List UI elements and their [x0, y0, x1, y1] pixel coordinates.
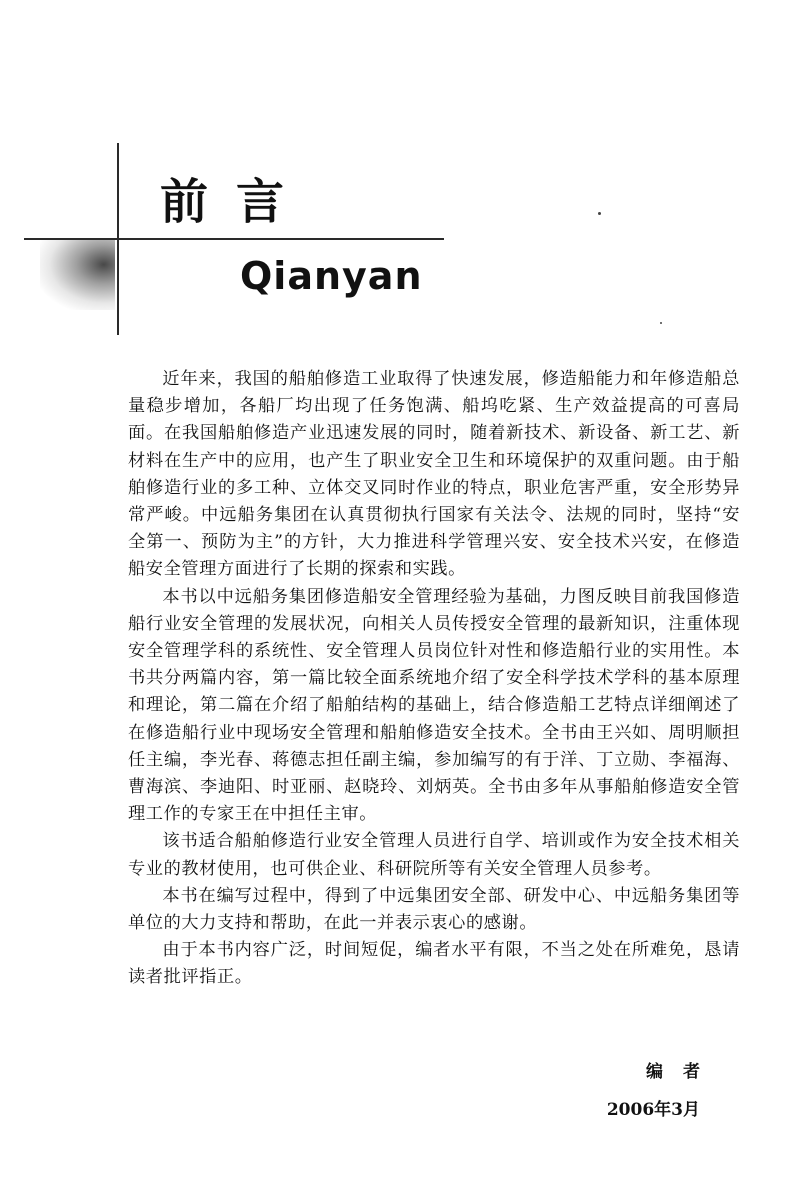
- page-title-pinyin: Qianyan: [240, 254, 423, 298]
- preface-body: [128, 366, 740, 992]
- paragraph: 该书适合船舶修造行业安全管理人员进行自学、培训或作为安全技术相关专业的教材使用，也可供企业、科研院所等有关安全管理人员参考。: [128, 831, 740, 879]
- page-title: 前言: [160, 174, 313, 230]
- print-speck: [660, 322, 662, 324]
- signature-block: [606, 1058, 720, 1124]
- paragraph: 本书以中远船务集团修造船安全管理经验为基础，力图反映目前我国修造船行业安全管理的发展状况，向相关人员传授安全管理的最新知识，注重体现安全管理学科的系统性、安全管理人员岗位针对性和修造船行业的实用性。本书共分两篇内容，第一篇比较全面系统地介绍了安全科学技术学科的基本原理和理论，第二篇在介绍了船舶结构的基础上，结合修造船工艺特点详细阐述了在修造船行业中现场安全管理和船舶修造安全技术。全书由王兴如、周明顺担任主编，李光春、蒋德志担任副主编，参加编写的有于洋、丁立勋、李福海、曹海滨、李迪阳、时亚丽、赵晓玲、刘炳英。全书由多年从事船舶修造安全管理工作的专家王在中担任主审。: [128, 586, 740, 825]
- print-speck: [598, 212, 601, 215]
- paragraph: 由于本书内容广泛，时间短促，编者水平有限，不当之处在所难免，恳请读者批评指正。: [128, 940, 740, 988]
- signature-author: 编者: [646, 1062, 720, 1082]
- header-shadow-decoration: [40, 240, 115, 310]
- signature-date: 2006年3月: [606, 1100, 700, 1120]
- paragraph: 近年来，我国的船舶修造工业取得了快速发展，修造船能力和年修造船总量稳步增加，各船厂均出现了任务饱满、船坞吃紧、生产效益提高的可喜局面。在我国船舶修造产业迅速发展的同时，随着新技术、新设备、新工艺、新材料在生产中的应用，也产生了职业安全卫生和环境保护的双重问题。由于船舶修造行业的多工种、立体交叉同时作业的特点，职业危害严重，安全形势异常严峻。中远船务集团在认真贯彻执行国家有关法令、法规的同时，坚持“安全第一、预防为主”的方针，大力推进科学管理兴安、安全技术兴安，在修造船安全管理方面进行了长期的探索和实践。: [128, 369, 740, 580]
- paragraph: 本书在编写过程中，得到了中远集团安全部、研发中心、中远船务集团等单位的大力支持和帮助，在此一并表示衷心的感谢。: [128, 885, 740, 934]
